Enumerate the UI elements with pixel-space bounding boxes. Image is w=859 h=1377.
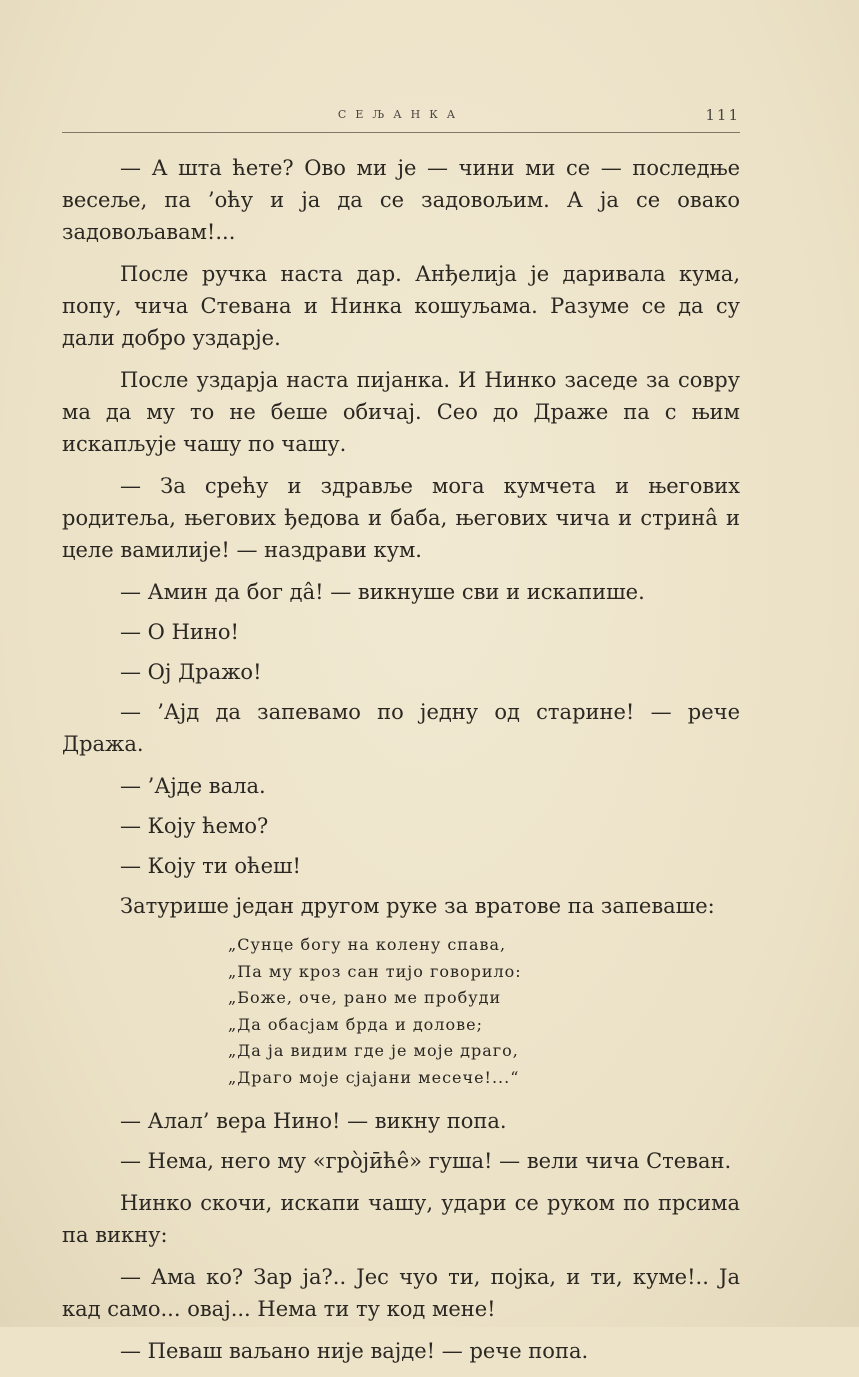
running-title: СЕЉАНКА: [337, 108, 465, 121]
paragraph: — А шта ћете? Ово ми је — чини ми се — последње весеље, па ’оћу и ја да се задовољим. А ја се овако задовољавам!...: [62, 156, 740, 244]
verse-line: „Боже, оче, рано ме пробуди: [228, 988, 502, 1007]
header-rule: [62, 132, 740, 133]
verse-line: „Драго моје сјајани месече!...“: [228, 1067, 520, 1087]
paragraph: — ’Ајд да запевамо по једну од старине! — рече Дража.: [62, 700, 740, 756]
paragraph: Затурише један другом руке за вратове па запеваше:: [120, 894, 715, 918]
paragraph: — Коју ти оћеш!: [120, 854, 301, 878]
paragraph: — За срећу и здравље мога кумчета и његових родитеља, његових ђедова и баба, његових чича и стринâ и целе вамилије! — наздрави кум.: [62, 474, 740, 562]
paragraph: — Амин да бог дâ! — викнуше сви и искапише.: [120, 580, 645, 604]
paragraph: — Коју ћемо?: [120, 814, 269, 838]
page-number: 111: [705, 106, 740, 124]
verse-line: „Да ја видим где је моје драго,: [228, 1041, 519, 1060]
paragraph: — ’Ајде вала.: [120, 774, 266, 798]
verse-line: „Па му кроз сан тијо говорило:: [228, 961, 522, 981]
verse-line: „Сунце богу на колену спава,: [228, 935, 507, 954]
paragraph: — Ама ко? Зар ја?.. Јес чуо ти, појка, и ти, куме!.. Ја кад само... овај... Нема ти ту код мене!: [62, 1265, 740, 1321]
paragraph: После уздарја наста пијанка. И Нинко заседе за совру ма да му то не беше обичај. Сео до Драже па с њим искапљује чашу по чашу.: [62, 368, 740, 456]
body-text: [62, 152, 740, 1377]
song-verse: [62, 932, 740, 1091]
paragraph: Нинко скочи, искапи чашу, удари се руком по прсима па викну:: [62, 1191, 740, 1247]
paragraph: — Алал’ вера Нино! — викну попа.: [120, 1109, 507, 1133]
page-header: [62, 108, 740, 130]
paragraph: — Ој Дражо!: [120, 660, 262, 684]
paragraph: — Певаш ваљано није вајде! — рече попа.: [120, 1339, 589, 1363]
paragraph: — Нема, него му «грòјӣћê» гуша! — вели чича Стеван.: [120, 1149, 732, 1173]
paragraph: — О Нино!: [120, 620, 239, 644]
paragraph: После ручка наста дар. Анђелија је даривала кума, попу, чича Стевана и Нинка кошуљама. Разуме се да су дали добро уздарје.: [62, 262, 740, 350]
verse-line: „Да обасјам брда и долове;: [228, 1014, 483, 1034]
